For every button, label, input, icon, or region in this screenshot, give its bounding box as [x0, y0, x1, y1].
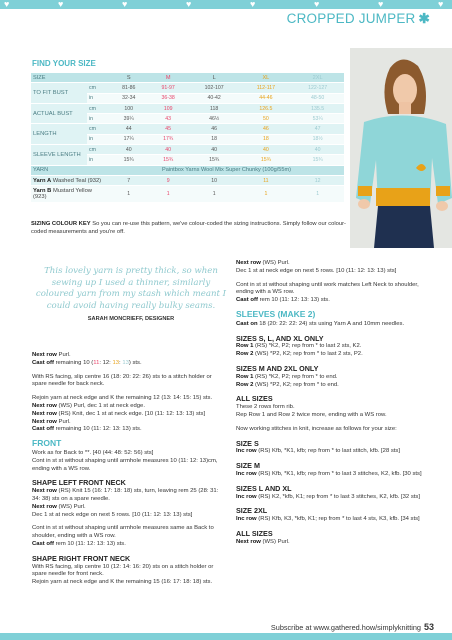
instruction-paragraph: Dec 1 st at neck edge on next 5 rows. [10 (11: 12: 13: 13) sts]: [32, 511, 193, 518]
ball-count: 1: [148, 186, 187, 202]
instruction-paragraph: With RS facing, slip centre 10 (12: 14: 16: 20) sts on a stitch holder or spare needle for front neck.: [32, 563, 214, 578]
heart-pattern: [0, 0, 452, 10]
size-table-heading: FIND YOUR SIZE: [32, 59, 96, 68]
instructions-right-column: [236, 260, 432, 547]
instruction-label: Next row: [32, 503, 57, 510]
heart-icon: ♥: [58, 0, 64, 9]
page-number: 53: [423, 622, 434, 632]
row-unit: cm: [87, 124, 109, 134]
size-cell: 43: [148, 114, 187, 124]
subheading-sizes-m-2xl: SIZES M AND 2XL ONLY: [236, 363, 319, 373]
instruction-paragraph: With RS facing, slip centre 16 (18: 20: 22: 26) sts to a stitch holder or spare needle for back neck.: [32, 373, 212, 388]
size-cell: 18: [188, 134, 241, 144]
size-cell: 50: [240, 114, 291, 124]
size-value: 13: [112, 359, 120, 366]
size-cell: 53¼: [291, 114, 344, 124]
instruction-label: Row 1: [236, 343, 254, 350]
instruction-text: (RS) Kfb, *K1, kfb; rep from * to last 3 stitches, K2, kfb. [30 sts]: [258, 470, 422, 477]
size-cell: 18½: [291, 134, 344, 144]
instruction-text: (RS) *K2, P2; rep from * to last 2 sts, K2.: [255, 343, 362, 350]
instruction-label: Inc row: [236, 470, 257, 477]
subheading-size-m: SIZE M: [236, 461, 260, 471]
size-value: 11: [93, 359, 100, 366]
instruction-paragraph: Work as for Back to **. [40 (44: 48: 52: 56) sts]: [32, 449, 154, 456]
heart-icon: ♥: [378, 0, 384, 9]
size-cell: 44-46: [240, 93, 291, 103]
row-label: LENGTH: [31, 124, 87, 145]
subheading-shape-left-front-neck: SHAPE LEFT FRONT NECK: [32, 478, 126, 488]
instruction-label: Next row: [32, 410, 57, 417]
heart-icon: ♥: [122, 0, 128, 9]
size-cell: 40: [240, 145, 291, 155]
sizing-colour-key: [31, 220, 347, 236]
size-cell: 122-127: [291, 83, 344, 93]
instruction-label: Next row: [236, 538, 261, 545]
instruction-text: Purl.: [58, 352, 71, 358]
size-cell: 118: [188, 103, 241, 113]
size-cell: 17¼: [109, 134, 148, 144]
model-photo-illustration: [350, 48, 452, 248]
row-unit: in: [87, 114, 109, 124]
size-cell: 40: [188, 145, 241, 155]
ball-count: 1: [291, 186, 344, 202]
instruction-paragraph: Cont in st st without shaping until armhole measures 10 (11: 12: 13)cm, ending with a WS row.: [32, 457, 218, 472]
subheading-sizes-s-l-xl: SIZES S, L, AND XL ONLY: [236, 333, 324, 343]
asterisk-icon: ✱: [418, 11, 430, 26]
heart-icon: ♥: [250, 0, 256, 9]
instruction-paragraph: Cont in st st without shaping until work matches Left Neck to shoulder, ending with a WS row.: [236, 281, 419, 296]
subheading-size-s: SIZE S: [236, 438, 259, 448]
size-cell: 18: [240, 134, 291, 144]
row-label: SLEEVE LENGTH: [31, 145, 87, 166]
size-cell: 15¾: [291, 155, 344, 165]
instruction-paragraph: Rep Row 1 and Row 2 twice more, ending with a WS row.: [236, 411, 387, 418]
size-cell: 36-38: [148, 93, 187, 103]
quote-author: SARAH MONCRIEFF, DESIGNER: [87, 316, 175, 322]
size-table-row: [31, 145, 344, 155]
instruction-label: Next row: [236, 260, 261, 266]
instruction-text: (WS) *P2, K2; rep from * to last 2 sts, P2.: [255, 351, 363, 358]
size-cell: 15¾: [148, 155, 187, 165]
size-cell: 15¾: [109, 155, 148, 165]
size-table-row: [31, 83, 344, 93]
instruction-text: (WS) Purl, dec 1 st at neck edge.: [58, 402, 145, 409]
instruction-paragraph: Now working stitches in knit, increase as follows for your size:: [236, 425, 397, 432]
subheading-all-sizes-2: ALL SIZES: [236, 528, 273, 538]
sizing-key-text: So you can re-use this pattern, we've colour-coded the sizing instructions. Simply follow our colour-coded measurements and you're off.: [31, 221, 346, 235]
instruction-text: (RS) Knit 15 (16: 17: 18: 18) sts, turn, leaving rem 25 (28: 31: 34: 38) sts on a spare needle.: [32, 488, 219, 502]
ball-count: 11: [240, 175, 291, 185]
yarn-name: Paintbox Yarns Wool Mix Super Chunky (100g/55m): [109, 165, 344, 175]
size-cell: 40-42: [188, 93, 241, 103]
subheading-sizes-l-xl: SIZES L AND XL: [236, 483, 292, 493]
yarn-label: Yarn A Washed Teal (932): [31, 175, 109, 185]
instruction-label: Next row: [32, 402, 57, 409]
size-cell: 46½: [188, 114, 241, 124]
instruction-text: (WS) Purl.: [262, 260, 290, 266]
instruction-label: Row 2: [236, 381, 254, 388]
row-label: YARN: [31, 165, 109, 175]
subheading-all-sizes: ALL SIZES: [236, 394, 273, 404]
heart-icon: ♥: [186, 0, 192, 9]
ball-count: 10: [188, 175, 241, 185]
size-cell: 39¼: [109, 114, 148, 124]
instruction-label: Next row: [32, 488, 57, 495]
instruction-text: Purl.: [58, 418, 71, 425]
instructions-left-column: Next row Purl. Cast off remaining 10 (11: 12: 13: 13) sts. With RS facing, slip centre 16 (18: 20: 22: 26) sts to a stitch holder or spare needle for back neck. Rejoin yarn at neck edge and K the remaining 12 (13: 14: 15: 15) sts. Next row (WS) Purl, dec 1 st at neck edge. Next row (RS) Knit, dec 1 st at neck edge. [10 (11: 12: 13: 13) sts] Next row Purl. Cast off remaining 10 (11: 12: 13: 13) sts. FRONT Work as for Back to **. [40 (44: 48: 52: 56) sts] Cont in st st without shaping until armhole measures 10 (11: 12: 13)cm, ending with a WS row. SHAPE LEFT FRONT NECK Next row (RS) Knit 15 (16: 17: 18: 18) sts, turn, leaving rem 25 (28: 31: 34: 38) sts on a spare needle. Next row (WS) Purl. Dec 1 st at neck edge on next 5 rows. [10 (11: 12: 13: 13) sts] Cont in st st without shaping until armhole measures same as Back to shoulder, ending with a WS row. Cast off rem 10 (11: 12: 13: 13) sts. SHAPE RIGHT FRONT NECK With RS facing, slip centre 10 (12: 14: 16: 20) sts on a stitch holder or spare needle for front neck. Rejoin yarn at neck edge and K the remaining 15 (16: 17: 18: 18) sts.: [32, 352, 228, 587]
instruction-label: Cast on: [236, 320, 258, 327]
heart-icon: ♥: [4, 0, 10, 9]
size-cell: 109: [148, 103, 187, 113]
size-cell: 48-50: [291, 93, 344, 103]
page-title-text: CROPPED JUMPER: [286, 11, 416, 26]
designer-quote: This lovely yarn is pretty thick, so when sewing up I used a thinner, similarly coloured yarn from my stash which meant I could avoid having really bulky seams.: [35, 266, 227, 311]
instruction-text: (RS) Kfb, *K1, kfb; rep from * to last stitch, kfb. [28 sts]: [258, 448, 401, 455]
size-cell: 45: [148, 124, 187, 134]
instruction-label: Next row: [32, 418, 57, 425]
row-unit: in: [87, 134, 109, 144]
section-heading-sleeves: SLEEVES (MAKE 2): [236, 308, 316, 319]
size-table-row: [31, 73, 344, 83]
section-heading-front: FRONT: [32, 438, 62, 449]
instruction-text: rem 10 (11: 12: 13: 13) sts.: [259, 297, 330, 304]
instruction-text: (WS) *P2, K2; rep from * to end.: [255, 381, 339, 388]
yarn-quantity-row: [31, 175, 344, 185]
ball-count: 1: [109, 186, 148, 202]
size-cell: 40: [291, 145, 344, 155]
size-table-row: [31, 124, 344, 134]
size-cell: 135.5: [291, 103, 344, 113]
size-cell: 91-97: [148, 83, 187, 93]
heart-icon: ♥: [314, 0, 320, 9]
row-unit: in: [87, 155, 109, 165]
size-cell: S: [109, 73, 148, 83]
instruction-label: Next row: [32, 352, 57, 358]
instruction-paragraph: Rejoin yarn at neck edge and K the remaining 15 (16: 17: 18: 18) sts.: [32, 579, 213, 586]
size-cell: 17¾: [148, 134, 187, 144]
bottom-decorative-band: [0, 633, 452, 640]
size-cell: 32-34: [109, 93, 148, 103]
size-cell: M: [148, 73, 187, 83]
instruction-paragraph: Rejoin yarn at neck edge and K the remaining 12 (13: 14: 15: 15) sts.: [32, 395, 213, 402]
row-label: TO FIT BUST: [31, 83, 87, 104]
row-unit: in: [87, 93, 109, 103]
instruction-label: Cast off: [32, 359, 54, 366]
subscribe-link[interactable]: Subscribe at www.gathered.how/simplyknitting: [270, 623, 421, 632]
instruction-text: (RS) *K2, P2; rep from * to end.: [255, 373, 338, 380]
size-cell: 46: [240, 124, 291, 134]
ball-count: 1: [240, 186, 291, 202]
size-table-row: [31, 103, 344, 113]
instruction-label: Cast off: [236, 297, 258, 304]
row-label: SIZE: [31, 73, 109, 83]
size-cell: 126.5: [240, 103, 291, 113]
ball-count: 9: [148, 175, 187, 185]
size-cell: 15¾: [188, 155, 241, 165]
instruction-text: (WS) Purl.: [58, 503, 86, 510]
size-cell: 44: [109, 124, 148, 134]
yarn-label: Yarn B Mustard Yellow (923): [31, 186, 109, 202]
instruction-text: rem 10 (11: 12: 13: 13) sts.: [55, 540, 126, 547]
instruction-text: remaining 10 (11: 12: 13: 13) sts.: [55, 426, 142, 433]
size-cell: 102-107: [188, 83, 241, 93]
subheading-size-2xl: SIZE 2XL: [236, 506, 268, 516]
size-cell: 81-86: [109, 83, 148, 93]
row-unit: cm: [87, 103, 109, 113]
row-label: ACTUAL BUST: [31, 103, 87, 124]
page-title: [287, 11, 430, 27]
instruction-text: (RS) Kfb, K3, *kfb, K1; rep from * to last 4 sts, K3, kfb. [34 sts]: [258, 516, 420, 523]
size-table: [31, 72, 344, 202]
yarn-quantity-row: [31, 186, 344, 202]
row-unit: cm: [87, 83, 109, 93]
instruction-paragraph: Dec 1 st at neck edge on next 5 rows. [10 (11: 12: 13: 13) sts]: [236, 267, 397, 274]
size-cell: 100: [109, 103, 148, 113]
yarn-row: [31, 165, 344, 175]
instruction-text: 18 (20: 22: 22: 24) sts using Yarn A and 10mm needles.: [259, 320, 405, 327]
instruction-text: (RS) K2, *kfb, K1; rep from * to last 3 stitches, K2, kfb. [32 sts]: [258, 493, 420, 500]
size-cell: 15¾: [240, 155, 291, 165]
instruction-label: Cast off: [32, 426, 54, 433]
subheading-shape-right-front-neck: SHAPE RIGHT FRONT NECK: [32, 553, 131, 563]
sizing-key-label: SIZING COLOUR KEY: [31, 221, 91, 227]
heart-icon: ♥: [438, 0, 444, 9]
instruction-label: Cast off: [32, 540, 54, 547]
size-cell: L: [188, 73, 241, 83]
instruction-label: Inc row: [236, 516, 257, 523]
instruction-paragraph: Cont in st st without shaping until armhole measures same as Back to shoulder, ending with a WS row.: [32, 525, 214, 540]
ball-count: 7: [109, 175, 148, 185]
row-unit: cm: [87, 145, 109, 155]
instruction-label: Inc row: [236, 493, 257, 500]
model-photo: [350, 48, 452, 248]
size-value: 13: [122, 359, 129, 366]
size-cell: 112-117: [240, 83, 291, 93]
size-cell: XL: [240, 73, 291, 83]
instruction-paragraph: These 2 rows form rib.: [236, 404, 295, 411]
instruction-label: Row 1: [236, 373, 254, 380]
instruction-label: Row 2: [236, 351, 254, 358]
size-cell: 47: [291, 124, 344, 134]
ball-count: 1: [188, 186, 241, 202]
size-cell: 40: [148, 145, 187, 155]
size-cell: 40: [109, 145, 148, 155]
instruction-text: (WS) Purl.: [262, 538, 290, 545]
size-cell: 2XL: [291, 73, 344, 83]
size-cell: 46: [188, 124, 241, 134]
ball-count: 12: [291, 175, 344, 185]
page-footer: [271, 622, 434, 632]
instruction-text: (RS) Knit, dec 1 st at neck edge. [10 (11: 12: 13: 13) sts]: [58, 410, 206, 417]
instruction-label: Inc row: [236, 448, 257, 455]
